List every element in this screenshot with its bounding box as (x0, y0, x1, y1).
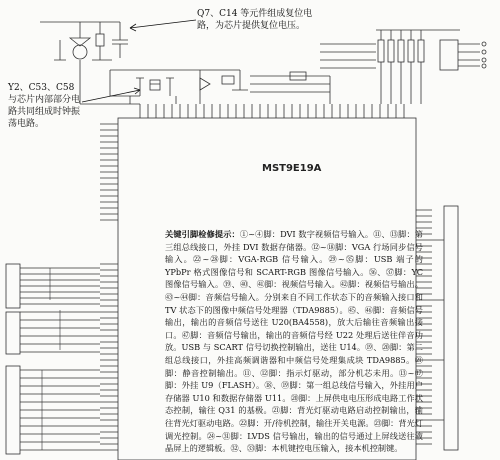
chip-left-pins-upper (100, 124, 118, 220)
clock-circuit (110, 70, 330, 104)
left-bus-wires (20, 268, 100, 450)
chip-label: MST9E19A (262, 163, 322, 174)
pin-description-heading: 关键引脚检修提示： (165, 229, 240, 239)
pin-description-body: ①~④脚：DVI 数字视频信号输入。⑪、⑬脚：第三组总线接口，外挂 DVI 数据存储器。⑫~⑱脚：VGA 行场同步信号输入。㉒~㉘脚：VGA-RGB 信号输入。㉙~㉟脚：USB 端子的 YPbPr 格式图像信号和 SCART-RGB 图像信号输入。㊱、㊲脚：YC 图像信号输入。㊴、㊵、㊶脚：视频信号输入。㊷脚：视频信号输出。㊸~㊹脚：音频信号输入。分别来自不同工作状态下的音频输入接口和 TV 状态下的图像中频信号处理器（TDA9885）。㊺、㊻脚：音频信号输出，输出的音频信号送往 U20(BA4558)，放大后输往音频输出接口。㊼脚：音频信号输出，输出的音频信号经 U22 处理后送往伴音功放。USB 与 SCART 信号切换控制输出，送往 U14。⑲、⑳脚：第二组总线接口，外挂高频调谐器和中频信号处理集成块 TDA9885。㉑脚：静音控制输出。⑪、⑫脚：指示灯驱动，部分机芯未用。⑬~⑰脚：外挂 U9（FLASH）。⑱、⑲脚：第一组总线信号输入，外挂用户存储器 U10 和数据存储器 U11。⑳脚：上屏供电电压形成电路工作状态控制，输往 Q31 的基极。㉑脚：背光灯驱动电路启动控制输出，输往背光灯驱动电路。㉒脚：开/待机控制，输往开关电源。㉓脚：背光灯调光控制。㉔~㉛脚：LVDS 信号输出，输出的信号通过上屏线送往液晶屏上的逻辑板。㉜、㉝脚：本机键控电压输入，接本机控制键。 (165, 229, 423, 454)
chip-top-pins (140, 104, 404, 118)
left-connector-blocks (6, 264, 20, 454)
annotation-leader-q7 (130, 20, 196, 28)
chip-left-pins-lower (100, 264, 118, 450)
pin-description (165, 228, 423, 455)
resistor-network-top-right (320, 30, 486, 104)
right-connector-block (444, 206, 458, 450)
clock-circuit-annotation: Y2、C53、C58 与芯片内部部分电路共同组成时钟振荡电路。 (8, 83, 81, 129)
reset-circuit-annotation: Q7、C14 等元件组成复位电路，为芯片提供复位电压。 (197, 9, 313, 31)
